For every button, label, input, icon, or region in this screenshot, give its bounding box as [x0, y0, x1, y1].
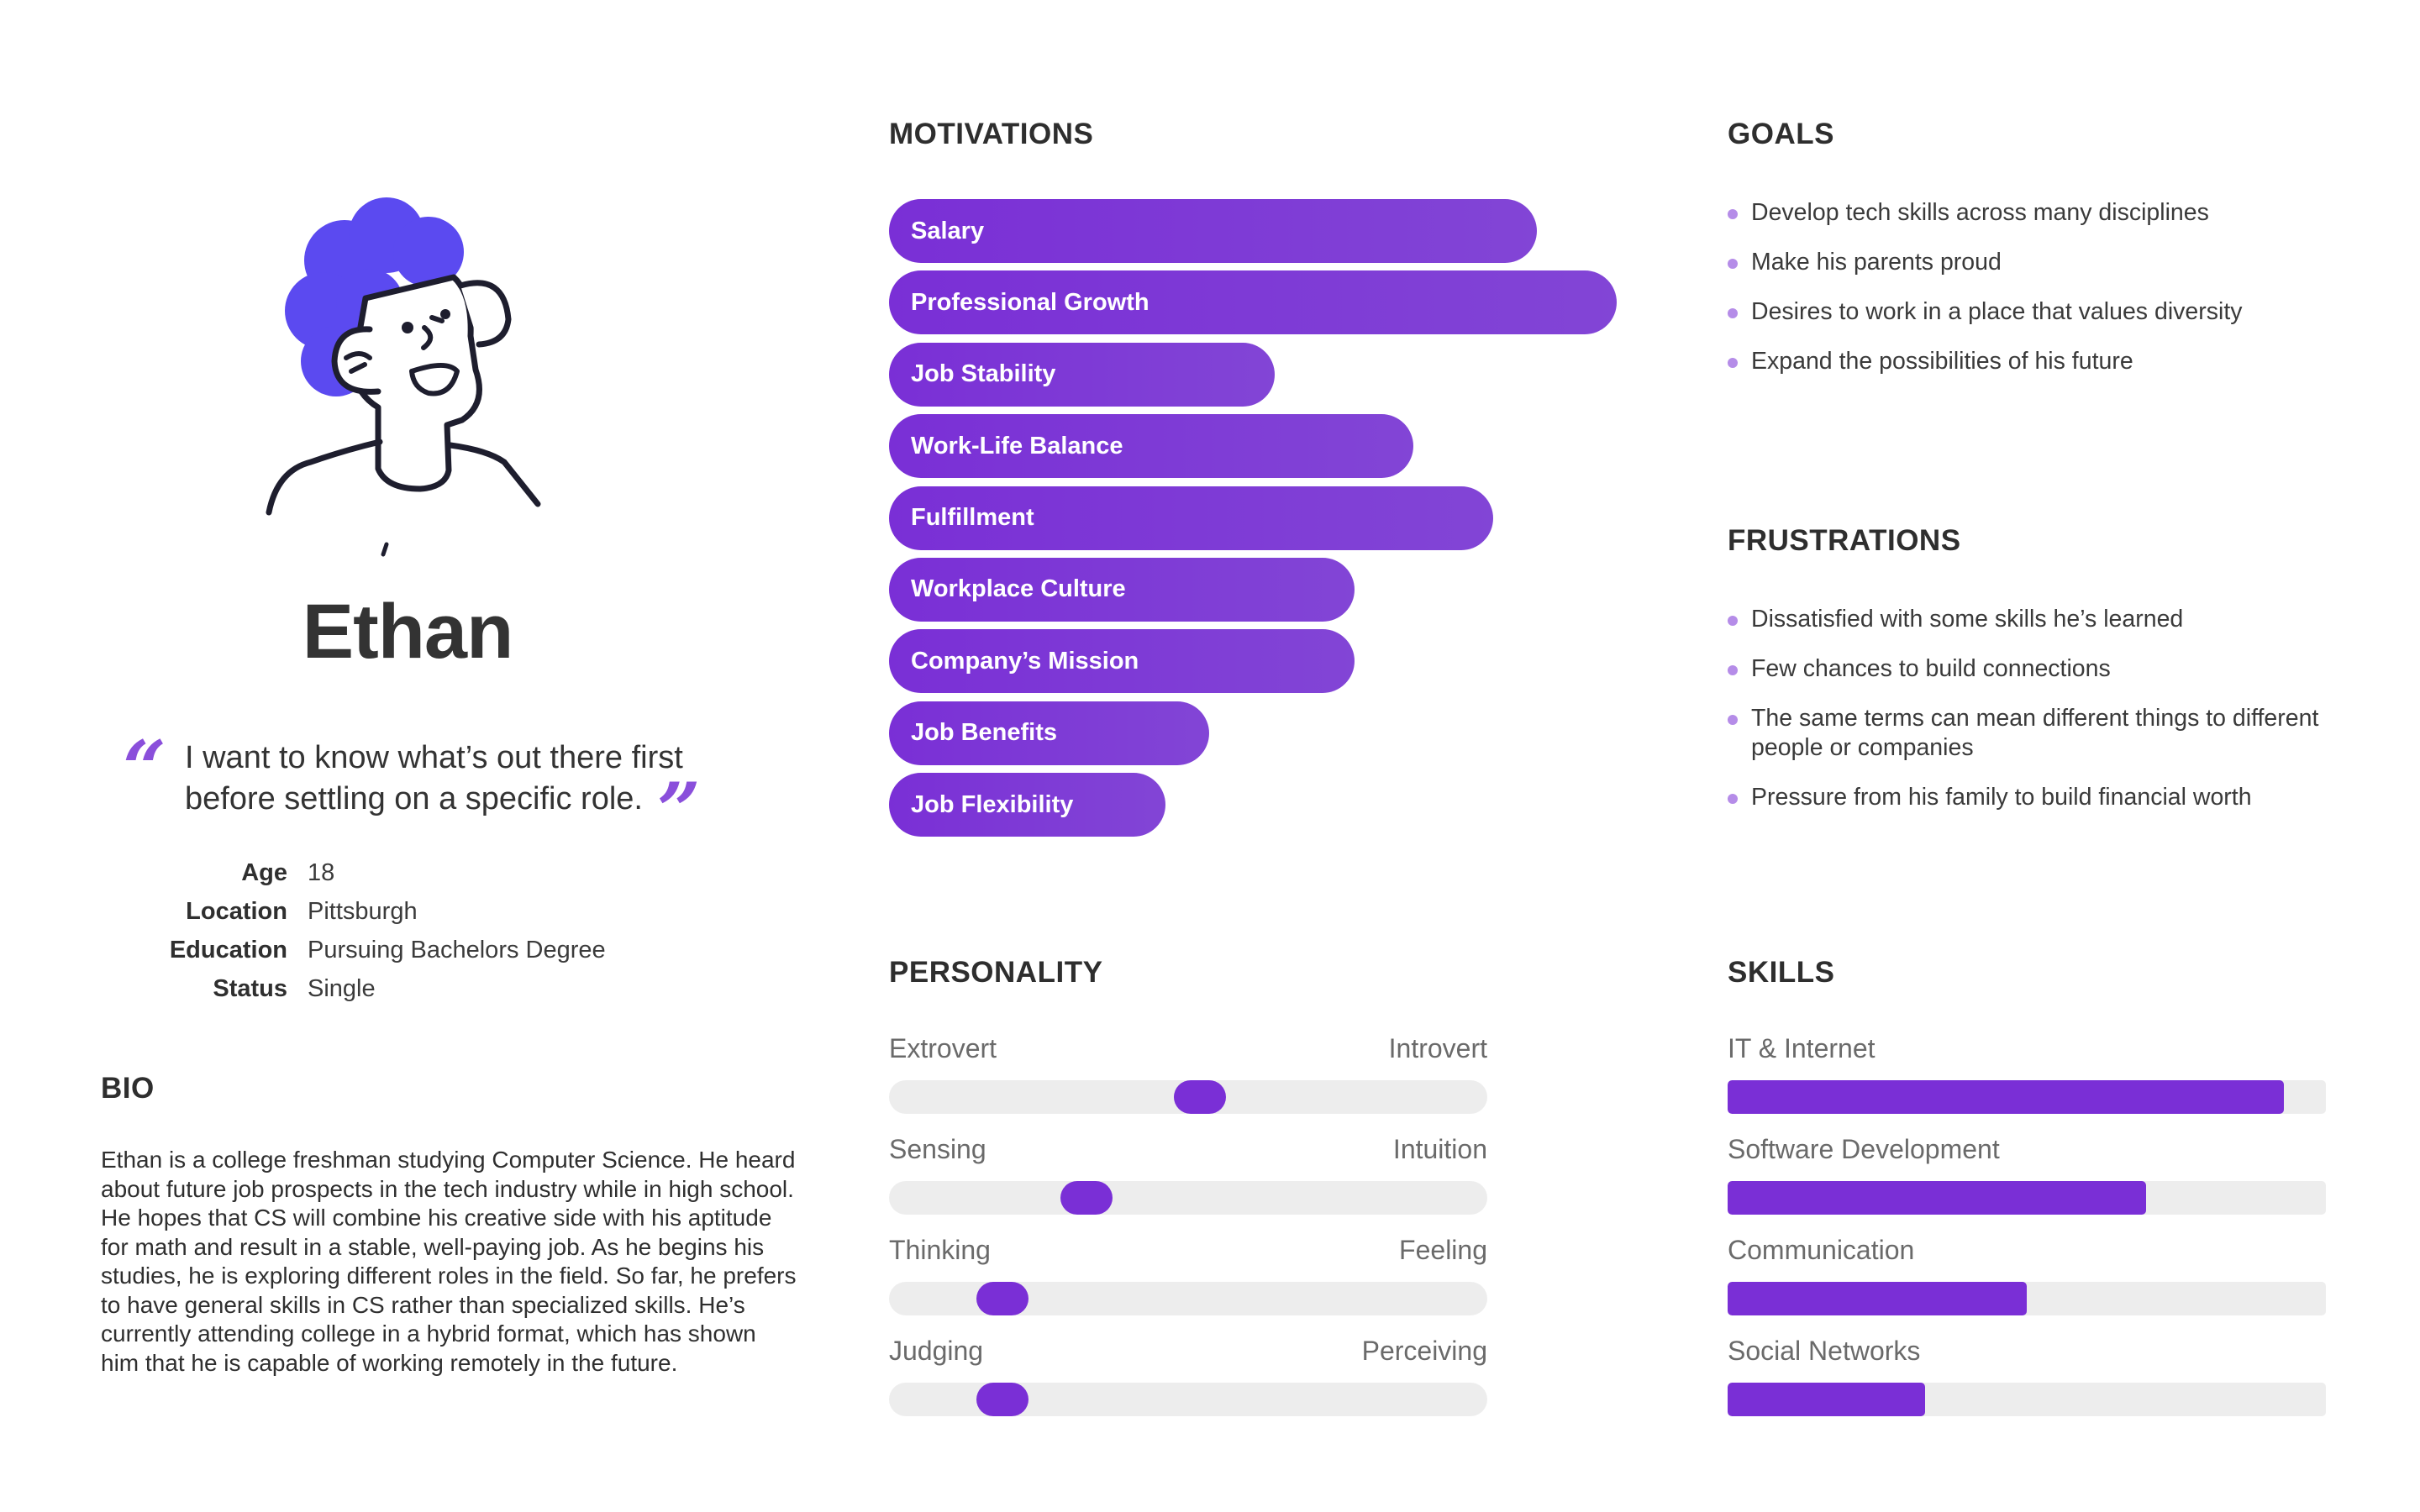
personality-trait: [889, 1134, 1487, 1235]
demographic-row-age: [118, 853, 606, 892]
demographic-value: Single: [308, 974, 376, 1002]
frustration-item: [1728, 654, 2333, 684]
bio-heading: BIO: [101, 1072, 155, 1105]
motivation-bar: [889, 558, 1355, 622]
trait-left-label: Extrovert: [889, 1033, 997, 1063]
trait-right-label: Perceiving: [1361, 1336, 1487, 1366]
trait-indicator: [1174, 1080, 1226, 1114]
frustration-item: [1728, 704, 2333, 763]
bullet-dot-icon: [1728, 794, 1738, 804]
motivation-label: Job Stability: [911, 360, 1056, 388]
skill-track: [1728, 1383, 2326, 1416]
goal-text: Desires to work in a place that values diversity: [1751, 298, 2243, 325]
bullet-dot-icon: [1728, 308, 1738, 318]
goal-text: Develop tech skills across many disciplines: [1751, 199, 2209, 226]
motivation-label: Company’s Mission: [911, 647, 1139, 675]
goal-item: [1728, 198, 2333, 228]
persona-quote: I want to know what’s out there first before settling on a specific role.: [185, 740, 683, 816]
bullet-dot-icon: [1728, 715, 1738, 725]
motivation-bar: [889, 414, 1413, 478]
skill-track: [1728, 1080, 2326, 1114]
trait-track: [889, 1383, 1487, 1416]
trait-right-label: Feeling: [1399, 1235, 1487, 1265]
motivation-label: Professional Growth: [911, 288, 1150, 316]
frustration-text: Pressure from his family to build financial worth: [1751, 784, 2252, 811]
quote-open-mark: “: [123, 724, 166, 813]
skill-label: Software Development: [1728, 1134, 2000, 1164]
skills-heading: SKILLS: [1728, 956, 1835, 989]
bullet-dot-icon: [1728, 616, 1738, 626]
demographics-list: [118, 853, 606, 1008]
frustration-item: [1728, 783, 2333, 812]
demographic-label: Status: [213, 974, 287, 1002]
trait-indicator: [976, 1383, 1028, 1416]
frustration-text: The same terms can mean different things to different people or companies: [1751, 705, 2319, 761]
demographic-value: 18: [308, 858, 335, 886]
goal-item: [1728, 347, 2333, 376]
motivation-bar: [889, 701, 1209, 765]
motivation-bar: [889, 343, 1275, 407]
trait-right-label: Intuition: [1392, 1134, 1487, 1164]
demographic-row-status: [118, 969, 606, 1008]
trait-indicator: [976, 1282, 1028, 1315]
skill-row: [1728, 1134, 2326, 1235]
personality-trait: [889, 1235, 1487, 1336]
motivation-label: Fulfillment: [911, 504, 1034, 532]
bullet-dot-icon: [1728, 665, 1738, 675]
goals-heading: GOALS: [1728, 118, 1834, 150]
bio-text: Ethan is a college freshman studying Computer Science. He heard about future job prospects in the tech industry while in high school. He hopes that CS will combine his creative side with his aptitude for math and result in a stable, well-paying job. As he begins his studies, he is exploring different roles in the field. So far, he prefers to have general skills in CS rather than specialized skills. He’s currently attending college in a hybrid format, which has shown him that he is capable of working remotely in the future.: [101, 1147, 797, 1376]
trait-right-label: Introvert: [1388, 1033, 1487, 1063]
motivation-label: Work-Life Balance: [911, 432, 1123, 459]
goal-text: Make his parents proud: [1751, 249, 2002, 276]
goal-item: [1728, 297, 2333, 327]
goal-text: Expand the possibilities of his future: [1751, 348, 2133, 375]
frustrations-list: [1728, 605, 2333, 832]
personality-scales: [889, 1033, 1487, 1436]
motivation-label: Workplace Culture: [911, 575, 1126, 603]
frustration-text: Dissatisfied with some skills he’s learned: [1751, 606, 2184, 633]
demographic-label: Age: [241, 858, 287, 886]
skill-row: [1728, 1336, 2326, 1436]
skill-fill: [1728, 1383, 1925, 1416]
motivation-label: Job Benefits: [911, 719, 1058, 747]
trait-track: [889, 1282, 1487, 1315]
skill-fill: [1728, 1080, 2284, 1114]
motivation-bar: [889, 270, 1617, 334]
avatar-illustration: [252, 193, 571, 563]
demographic-row-location: [118, 892, 606, 931]
motivation-label: Salary: [911, 217, 985, 244]
demographic-row-education: [118, 931, 606, 969]
skill-row: [1728, 1033, 2326, 1134]
motivation-label: Job Flexibility: [911, 790, 1074, 818]
skill-fill: [1728, 1282, 2027, 1315]
skill-track: [1728, 1181, 2326, 1215]
motivation-bar: [889, 629, 1355, 693]
trait-track: [889, 1181, 1487, 1215]
frustration-item: [1728, 605, 2333, 634]
skill-row: [1728, 1235, 2326, 1336]
motivations-chart: [889, 199, 1617, 845]
trait-left-label: Judging: [889, 1336, 984, 1366]
trait-left-label: Thinking: [889, 1235, 991, 1265]
skill-label: Communication: [1728, 1235, 1915, 1265]
trait-left-label: Sensing: [889, 1134, 986, 1164]
motivations-heading: MOTIVATIONS: [889, 118, 1094, 150]
bullet-dot-icon: [1728, 259, 1738, 269]
skill-track: [1728, 1282, 2326, 1315]
motivation-bar: [889, 199, 1537, 263]
personality-heading: PERSONALITY: [889, 956, 1103, 989]
motivation-bar: [889, 486, 1493, 550]
goal-item: [1728, 248, 2333, 277]
trait-track: [889, 1080, 1487, 1114]
persona-name: Ethan: [302, 589, 513, 675]
bullet-dot-icon: [1728, 358, 1738, 368]
trait-indicator: [1060, 1181, 1113, 1215]
demographic-label: Education: [169, 936, 287, 963]
personality-trait: [889, 1336, 1487, 1436]
quote-close-mark: ”: [657, 766, 701, 855]
personality-trait: [889, 1033, 1487, 1134]
frustrations-heading: FRUSTRATIONS: [1728, 524, 1961, 557]
motivation-bar: [889, 773, 1165, 837]
demographic-label: Location: [186, 897, 287, 925]
bullet-dot-icon: [1728, 209, 1738, 219]
goals-list: [1728, 198, 2333, 396]
demographic-value: Pursuing Bachelors Degree: [308, 936, 606, 963]
skill-label: Social Networks: [1728, 1336, 1921, 1366]
skill-label: IT & Internet: [1728, 1033, 1876, 1063]
skill-fill: [1728, 1181, 2146, 1215]
demographic-value: Pittsburgh: [308, 897, 418, 925]
frustration-text: Few chances to build connections: [1751, 655, 2111, 682]
skills-bars: [1728, 1033, 2326, 1436]
